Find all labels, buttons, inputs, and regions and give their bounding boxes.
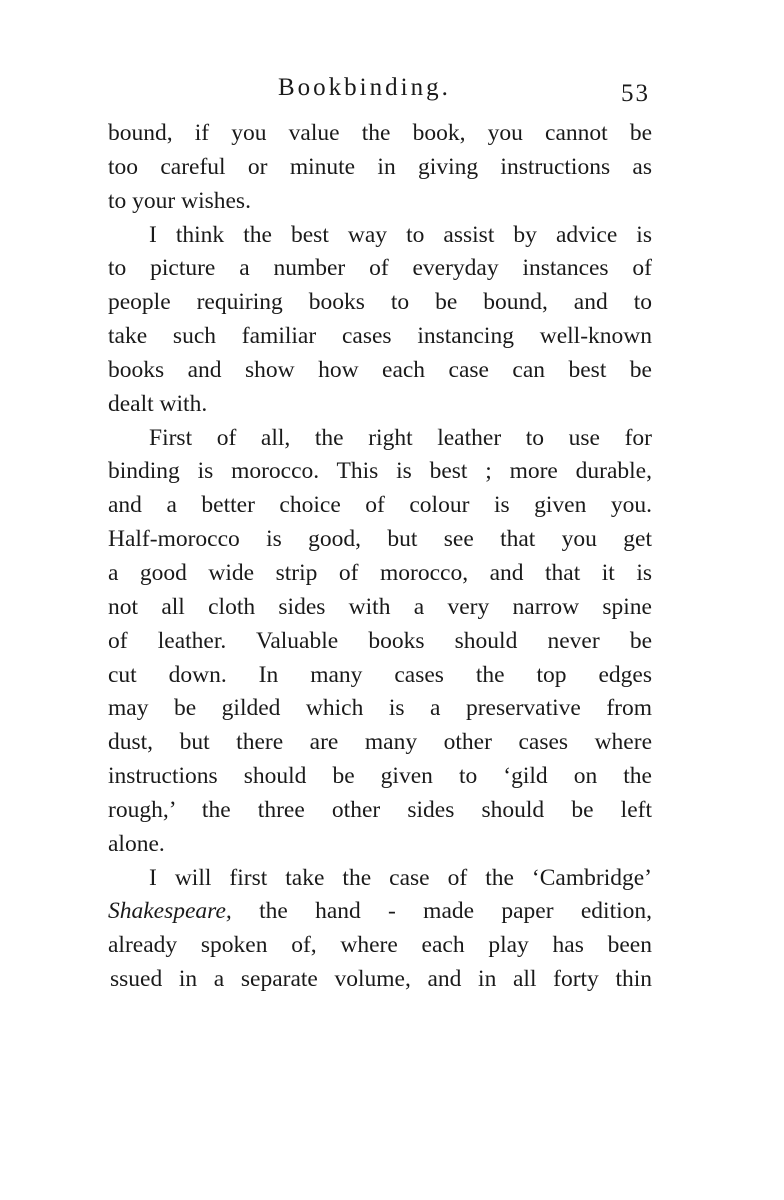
text-line: rough,’ the three other sides should be left	[108, 796, 652, 823]
text-line: of leather. Valuable books should never be	[108, 627, 652, 654]
text-line: and a better choice of colour is given you.	[108, 492, 652, 519]
text-line: people requiring books to be bound, and to	[108, 289, 652, 316]
text-line: binding is morocco. This is best ; more durable,	[108, 458, 652, 485]
text-line: I think the best way to assist by advice is	[149, 221, 652, 248]
text-line: alone.	[108, 830, 165, 857]
running-head	[108, 70, 652, 110]
text-line: instructions should be given to ‘gild on the	[108, 763, 652, 790]
text-line: bound, if you value the book, you cannot be	[108, 120, 652, 146]
text-line: may be gilded which is a preservative from	[108, 695, 652, 722]
text-fragment: the hand - made paper edition,	[231, 898, 652, 925]
text-line: books and show how each case can best be	[108, 356, 652, 383]
text-line: to your wishes.	[108, 187, 251, 214]
text-line: too careful or minute in giving instructions as	[108, 153, 652, 180]
text-line: a good wide strip of morocco, and that it is	[108, 559, 652, 586]
running-title: Bookbinding.	[278, 74, 451, 101]
page-number: 53	[621, 80, 650, 107]
text-line: take such familiar cases instancing well-known	[108, 323, 652, 350]
body-text	[108, 117, 652, 997]
text-line: not all cloth sides with a very narrow spine	[108, 593, 652, 620]
text-line: already spoken of, where each play has been	[108, 932, 652, 959]
italic-title: Shakespeare,	[108, 898, 232, 925]
text-line: dust, but there are many other cases where	[108, 729, 652, 756]
text-line: to picture a number of everyday instances of	[108, 255, 652, 282]
text-line: dealt with.	[108, 390, 208, 417]
text-line: I will first take the case of the ‘Cambridge’	[149, 864, 652, 891]
text-line: Half-morocco is good, but see that you get	[108, 526, 652, 553]
text-line: cut down. In many cases the top edges	[108, 661, 652, 688]
text-line	[108, 895, 652, 929]
text-line: ssued in a separate volume, and in all forty thin	[110, 966, 652, 993]
text-line: First of all, the right leather to use for	[149, 424, 652, 451]
